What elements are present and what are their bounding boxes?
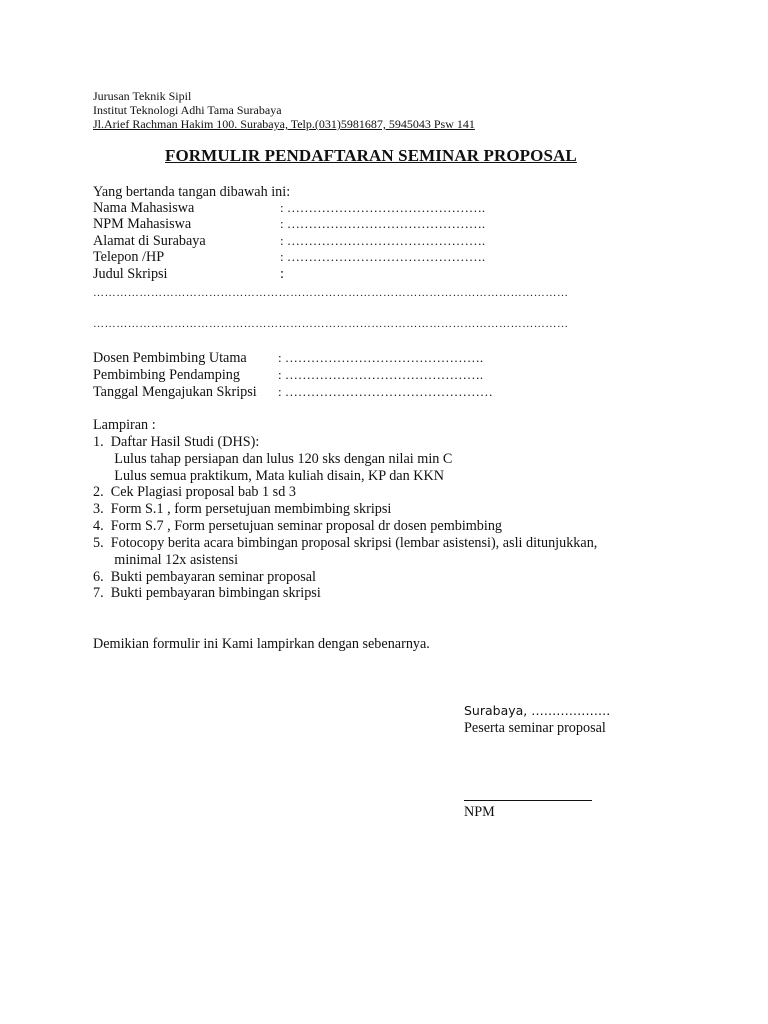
closing-statement: Demikian formulir ini Kami lampirkan dengan sebenarnya.	[93, 636, 430, 652]
lampiran-item: 5. Fotocopy berita acara bimbingan proposal skripsi (lembar asistensi), asli ditunjukkan,	[93, 535, 598, 551]
lampiran-item: Lulus tahap persiapan dan lulus 120 sks dengan nilai min C	[93, 451, 453, 467]
lampiran-item: 3. Form S.1 , form persetujuan membimbing skripsi	[93, 501, 392, 517]
dotted-line-1: ……………………………………………………………………………………………………………	[93, 287, 569, 299]
signature-role: Peserta seminar proposal	[464, 720, 606, 736]
lampiran-item: Lulus semua praktikum, Mata kuliah disain, KP dan KKN	[93, 468, 444, 484]
lampiran-item: 6. Bukti pembayaran seminar proposal	[93, 569, 317, 585]
signature-npm-label: NPM	[464, 804, 495, 820]
field-value-telepon: : ……………………………………….	[280, 249, 486, 264]
field-label-dosen-utama: Dosen Pembimbing Utama	[93, 350, 247, 366]
department-name: Jurusan Teknik Sipil	[93, 89, 192, 103]
lampiran-item: 7. Bukti pembayaran bimbingan skripsi	[93, 585, 321, 601]
field-value-pendamping: : ……………………………………….	[278, 367, 484, 382]
institute-name: Institut Teknologi Adhi Tama Surabaya	[93, 103, 282, 117]
signature-place-date: Surabaya, ……………….	[464, 703, 611, 718]
field-value-nama: : ……………………………………….	[280, 200, 486, 215]
field-value-dosen-utama: : ……………………………………….	[278, 350, 484, 365]
field-label-nama: Nama Mahasiswa	[93, 200, 195, 216]
field-value-npm: : ……………………………………….	[280, 216, 486, 231]
lampiran-item: 2. Cek Plagiasi proposal bab 1 sd 3	[93, 484, 296, 500]
field-label-alamat: Alamat di Surabaya	[93, 233, 206, 249]
signature-line	[464, 800, 592, 801]
form-title: FORMULIR PENDAFTARAN SEMINAR PROPOSAL	[165, 146, 577, 165]
lampiran-heading: Lampiran :	[93, 417, 156, 433]
intro-text: Yang bertanda tangan dibawah ini:	[93, 184, 291, 200]
lampiran-item: 4. Form S.7 , Form persetujuan seminar proposal dr dosen pembimbing	[93, 518, 503, 534]
field-value-alamat: : ……………………………………….	[280, 233, 486, 248]
institute-address: Jl.Arief Rachman Hakim 100. Surabaya, Telp.(031)5981687, 5945043 Psw 141	[93, 117, 475, 131]
field-label-judul: Judul Skripsi	[93, 266, 168, 282]
field-label-pendamping: Pembimbing Pendamping	[93, 367, 240, 383]
field-label-telepon: Telepon /HP	[93, 249, 165, 265]
lampiran-item: 1. Daftar Hasil Studi (DHS):	[93, 434, 260, 450]
lampiran-item: minimal 12x asistensi	[93, 552, 239, 568]
dotted-line-2: ……………………………………………………………………………………………………………	[93, 318, 569, 330]
field-value-judul: :	[280, 266, 284, 282]
field-value-tanggal: : …………………………………………	[278, 384, 493, 399]
field-label-npm: NPM Mahasiswa	[93, 216, 192, 232]
field-label-tanggal: Tanggal Mengajukan Skripsi	[93, 384, 257, 400]
